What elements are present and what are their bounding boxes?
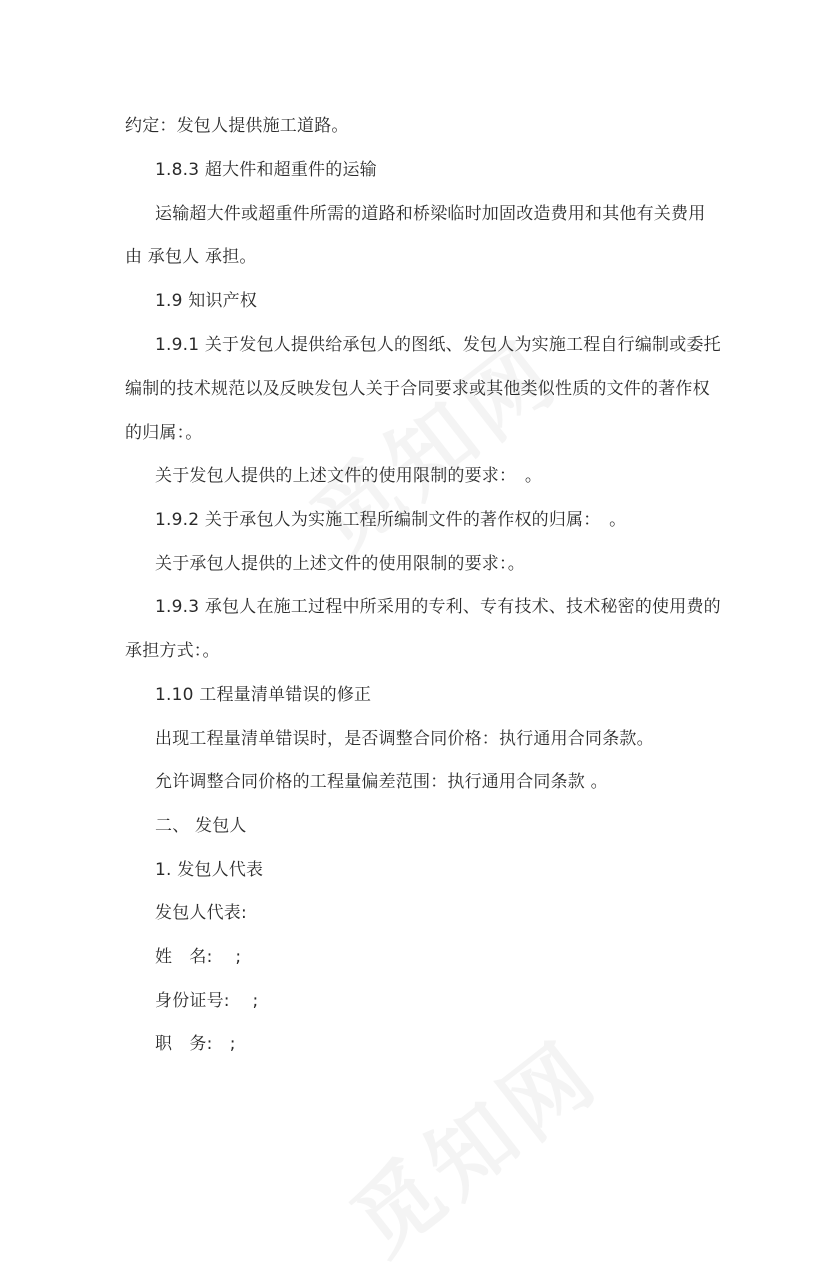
text-line: 1.9.3 承包人在施工过程中所采用的专利、专有技术、技术秘密的使用费的	[155, 597, 721, 617]
field-id-number: 身份证号: ;	[155, 991, 259, 1011]
text-line: 承担方式：。	[125, 641, 220, 661]
section-heading: 1.9 知识产权	[155, 291, 258, 311]
field-name: 姓 名: ;	[155, 947, 242, 967]
field-label: 发包人代表:	[155, 903, 247, 923]
section-heading: 1. 发包人代表	[155, 860, 264, 880]
text-line: 出现工程量清单错误时，是否调整合同价格：执行通用合同条款。	[155, 729, 654, 749]
section-heading: 1.8.3 超大件和超重件的运输	[155, 160, 377, 180]
watermark-bottom	[322, 1006, 621, 1277]
text-line: 1.9.2 关于承包人为实施工程所编制文件的著作权的归属： 。	[155, 510, 627, 530]
section-heading: 二、 发包人	[155, 816, 247, 836]
text-line: 关于发包人提供的上述文件的使用限制的要求： 。	[155, 466, 543, 486]
text-line: 运输超大件或超重件所需的道路和桥梁临时加固改造费用和其他有关费用	[155, 204, 706, 224]
text-line: 允许调整合同价格的工程量偏差范围：执行通用合同条款 。	[155, 772, 608, 792]
text-line: 由 承包人 承担。	[125, 247, 257, 267]
section-heading: 1.10 工程量清单错误的修正	[155, 685, 372, 705]
text-line: 编制的技术规范以及反映发包人关于合同要求或其他类似性质的文件的著作权	[125, 379, 710, 399]
text-line: 约定：发包人提供施工道路。	[125, 116, 349, 136]
field-position: 职 务: ;	[155, 1034, 236, 1054]
text-line: 的归属：。	[125, 423, 203, 443]
text-line: 1.9.1 关于发包人提供给承包人的图纸、发包人为实施工程自行编制或委托	[155, 335, 721, 355]
text-line: 关于承包人提供的上述文件的使用限制的要求：。	[155, 554, 525, 574]
